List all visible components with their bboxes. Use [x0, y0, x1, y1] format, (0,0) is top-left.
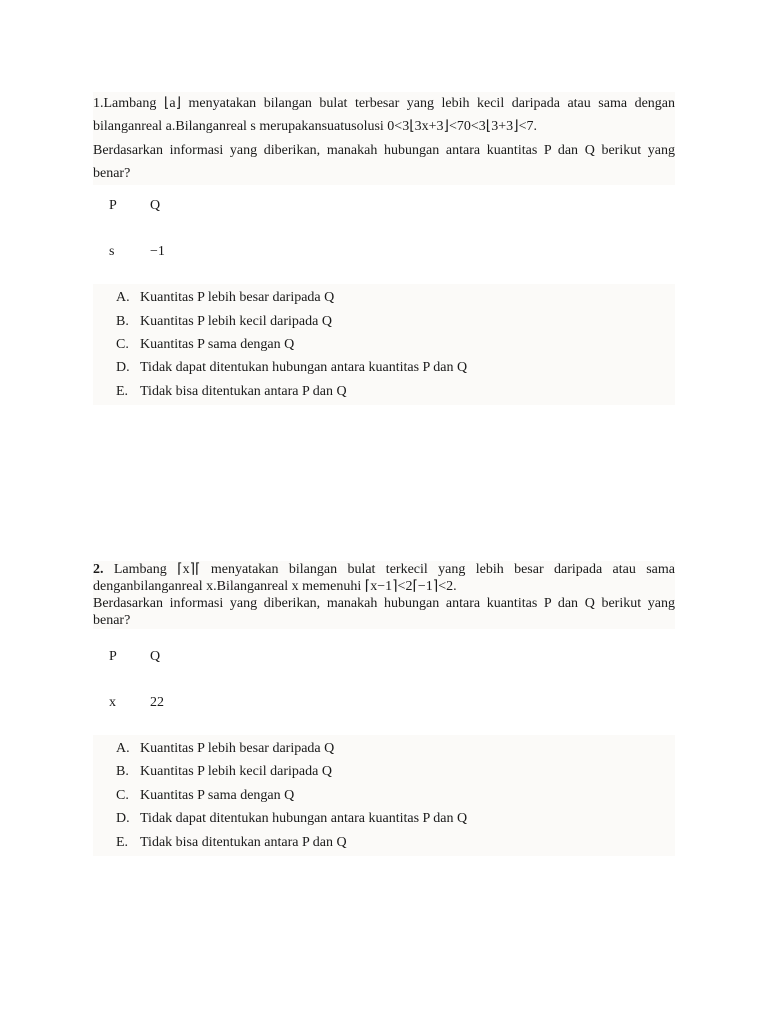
option-text: Kuantitas P lebih besar daripada Q — [140, 741, 335, 756]
question-2-option-d[interactable] — [93, 807, 675, 830]
option-letter: E. — [116, 383, 129, 399]
question-1-stem — [93, 92, 675, 185]
question-2-options — [93, 735, 675, 856]
question-1-stem-line-1 — [93, 92, 675, 139]
option-letter: A. — [116, 290, 130, 306]
question-2-stem-text-1: Lambang ⌈x⌉⌈ menyatakan bilangan bulat terkecil yang lebih besar daripada atau sama denganbilanganreal x.Bilanganreal x memenuhi ⌈x−1⌉<2⌈−1⌉<2. — [93, 562, 675, 594]
option-letter: B. — [116, 764, 129, 780]
question-1 — [93, 92, 675, 405]
option-letter: A. — [116, 741, 130, 756]
question-2-header-q: Q — [150, 649, 161, 664]
question-2-value-p: x — [109, 695, 116, 710]
question-1-value-p: s — [109, 244, 115, 260]
question-1-option-e[interactable] — [93, 380, 675, 403]
question-2-stem — [93, 561, 675, 629]
question-1-option-d[interactable] — [93, 356, 675, 379]
option-text: Tidak bisa ditentukan antara P dan Q — [140, 383, 347, 399]
question-1-stem-line-2: Berdasarkan informasi yang diberikan, manakah hubungan antara kuantitas P dan Q berikut yang benar? — [93, 142, 675, 181]
question-1-number: 1. — [93, 96, 104, 111]
question-2-stem-line-1 — [93, 561, 675, 595]
question-2-option-c[interactable] — [93, 784, 675, 807]
question-2-option-b[interactable] — [93, 760, 675, 783]
question-1-header-q: Q — [150, 198, 161, 214]
option-text: Kuantitas P lebih kecil daripada Q — [140, 764, 332, 780]
option-text: Tidak bisa ditentukan antara P dan Q — [140, 834, 347, 850]
option-letter: D. — [116, 360, 130, 376]
option-letter: B. — [116, 313, 129, 329]
question-2-header-p: P — [109, 649, 117, 664]
question-2-pq-values — [93, 695, 675, 715]
question-2-value-q: 22 — [150, 695, 164, 710]
option-letter: C. — [116, 787, 129, 803]
option-text: Tidak dapat ditentukan hubungan antara kuantitas P dan Q — [140, 811, 468, 827]
option-letter: E. — [116, 834, 129, 850]
option-text: Kuantitas P lebih kecil daripada Q — [140, 313, 332, 329]
question-1-option-b[interactable] — [93, 310, 675, 333]
question-1-pq-values — [93, 244, 675, 264]
question-2-stem-line-2: Berdasarkan informasi yang diberikan, manakah hubungan antara kuantitas P dan Q berikut yang benar? — [93, 596, 675, 628]
option-text: Kuantitas P sama dengan Q — [140, 336, 295, 352]
option-letter: D. — [116, 811, 130, 827]
option-text: Kuantitas P lebih besar daripada Q — [140, 290, 335, 306]
question-1-option-c[interactable] — [93, 333, 675, 356]
question-2-option-a[interactable] — [93, 737, 675, 760]
question-2-pq-header — [93, 649, 675, 669]
question-1-option-a[interactable] — [93, 286, 675, 309]
question-1-stem-text-1: Lambang ⌊a⌋ menyatakan bilangan bulat terbesar yang lebih kecil daripada atau sama dengan bilanganreal a.Bilanganreal s merupakansuatusolusi 0<3⌊3x+3⌋<70<3⌊3+3⌋<7. — [93, 96, 675, 135]
question-2 — [93, 561, 675, 856]
question-1-pq-header — [93, 198, 675, 218]
question-2-option-e[interactable] — [93, 831, 675, 854]
question-1-value-q: −1 — [150, 244, 165, 260]
option-text: Tidak dapat ditentukan hubungan antara kuantitas P dan Q — [140, 360, 468, 376]
option-letter: C. — [116, 336, 129, 352]
question-1-header-p: P — [109, 198, 117, 214]
question-1-options — [93, 284, 675, 405]
question-2-number: 2. — [93, 562, 104, 577]
option-text: Kuantitas P sama dengan Q — [140, 787, 295, 803]
